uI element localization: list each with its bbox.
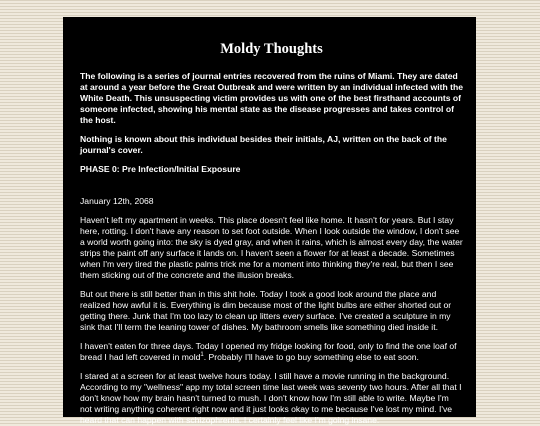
paragraph-text: . Probably I'll have to go buy something else to eat soon. (203, 352, 419, 362)
intro-paragraph: Nothing is known about this individual besides their initials, AJ, written on the back of the journal's cover. (80, 134, 447, 155)
journal-page (63, 17, 476, 425)
entry-paragraph (80, 341, 463, 363)
entry-paragraph: But out there is still better than in this shit hole. Today I took a good look around the place and realized how awful it is. Everything is dim because most of the light bulbs are either shorted out or getting there. Junk that I'm too lazy to clean up litters every surface. I've created a sculpture in my sink that I'll term the leaning tower of dishes. My bathroom smells like something died inside it. (80, 289, 452, 332)
page-title: Moldy Thoughts (220, 41, 323, 57)
journal-entry (80, 196, 463, 426)
phase-heading: PHASE 0: Pre Infection/Initial Exposure (80, 164, 241, 174)
paragraph-text: I haven't eaten for three days. Today I opened my fridge looking for food, only to find the one loaf of bread I had left covered in mold (80, 341, 457, 362)
footnote-marker[interactable]: 1 (200, 352, 204, 359)
entry-paragraph: Haven't left my apartment in weeks. This place doesn't feel like home. It hasn't for years. But I stay here, rotting. I don't have any reason to set foot outside. When I look outside the window, I don't see a world worth going into: the sky is dyed gray, and when it rains, which is almost every day, the water strips the paint off any surface it lands on. I haven't seen a flower for at least a decade. Sometimes when I'm very tired the plastic palms trick me for a moment into thinking they're real, but then I see them sticking out of the concrete and the illusion breaks. (80, 215, 463, 280)
intro-paragraph: The following is a series of journal entries recovered from the ruins of Miami. They are dated at around a year before the Great Outbreak and were written by an individual infected with the White Death. This unsuspecting victim provides us with one of the best firsthand accounts of someone infected, showing his mental state as the disease progresses and takes control of the host. (80, 71, 463, 125)
entry-paragraph: I stared at a screen for at least twelve hours today. I still have a movie running in the background. According to my "wellness" app my total screen time last week was seventy two hours. After all that I don't know how my brain hasn't turned to mush. I don't know how I'm still able to write. Maybe I'm not writing anything coherent right now and it just looks okay to me because I've lost my mind. I've heard that can happen with schizophrenia. I certainly feel like I'm going insane. (80, 371, 462, 425)
entry-date: January 12th, 2068 (80, 196, 154, 206)
